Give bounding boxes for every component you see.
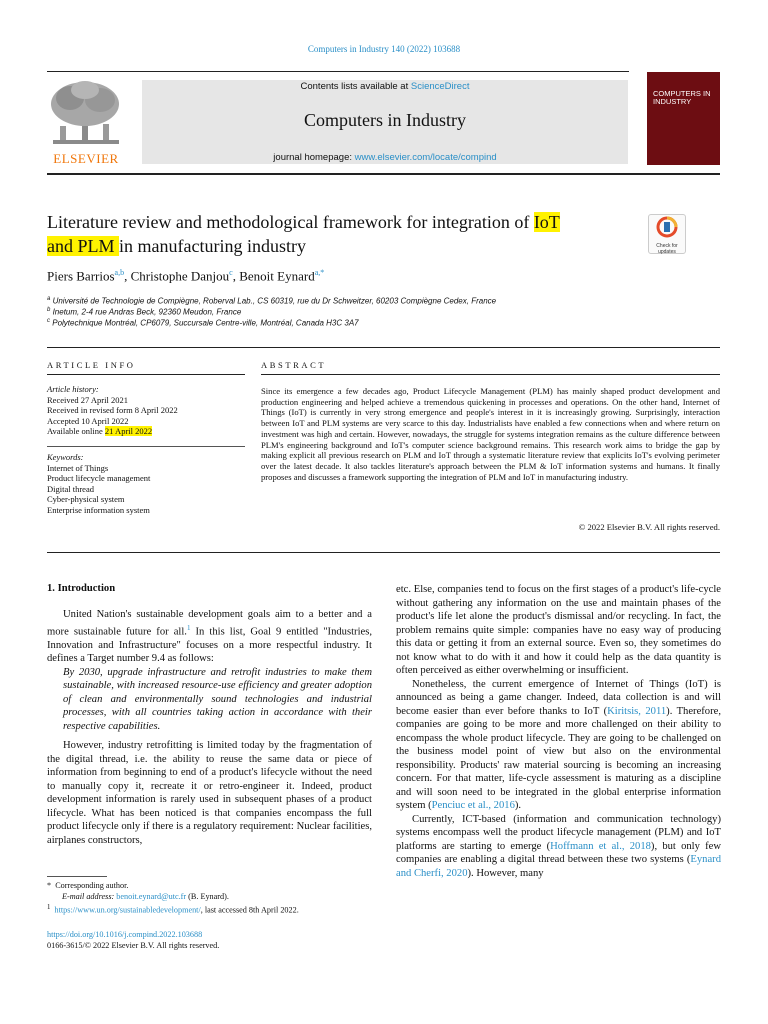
abstract-rule <box>261 374 720 375</box>
abstract-text: Since its emergence a few decades ago, Product Lifecycle Management (PLM) has mainly shaped product development and production engineering and helped achieve a tremendous quickening in processes and operations. On the other hand, Internet of Things (IoT) is currently in very strong emergence and people's interest in it is increasingly growing. Surprisingly, interaction between IoT and PLM systems are very scarce to this day. Industrialists have enabled a few connections when and where return on investment was high and certain. However, nowadays, the struggle for systems integration remains as the culture difference between PLM's engineering background and IoT's computer science background remains. This research work aims to bridge the gap by making explicit all previous research on PLM and IoT through a systematic literature review that explicits IoT's evolving perimeter over the latest decade. It also tackles literature's approach between the PLM & IoT information systems and humans. It finally proposes and discusses a framework supporting the integration of PLM and IoT in manufacturing industry. <box>261 386 720 482</box>
keywords-rule <box>47 446 245 447</box>
footnote-1 <box>47 902 299 916</box>
keyword-item: Product lifecycle management <box>47 473 151 483</box>
issn-line: 0166-3615/© 2022 Elsevier B.V. All rights reserved. <box>47 941 220 950</box>
citation-link[interactable]: Kiritsis, 2011 <box>607 705 667 717</box>
author-sup[interactable]: c <box>229 268 233 277</box>
keyword-item: Internet of Things <box>47 462 109 473</box>
footnote-mark: 1 <box>47 904 51 911</box>
text-run: ). <box>514 800 522 811</box>
affiliation-sup: c <box>47 318 50 324</box>
online-date: 21 April 2022 <box>104 426 153 436</box>
journal-cover-thumbnail[interactable] <box>647 72 720 165</box>
doi-link[interactable]: https://doi.org/10.1016/j.compind.2022.103688 <box>47 930 203 939</box>
body-column-left <box>47 602 372 847</box>
keywords-block <box>47 452 227 515</box>
abstract-heading: ABSTRACT <box>261 360 327 370</box>
journal-homepage-link[interactable]: www.elsevier.com/locate/compind <box>354 152 497 163</box>
article-info-heading: ARTICLE INFO <box>47 360 136 370</box>
header-bottom-rule <box>47 173 720 175</box>
paragraph: However, industry retrofitting is limited today by the fragmentation of the digital thread, i.e. the ability to reuse the same data or piece of information from beginning to end of a product's lifecycle without the need to manually copy it, recreate it or retro-engineer it. Indeed, product development information is rarely used in subsequent phases of a product lifecycle. What has been noticed is that companies encompass the full product lifecycle only if there is a regulatory requirement: Nuclear facilities, airplanes constructors, <box>47 740 372 846</box>
affiliation-text: Inetum, 2-4 rue Andras Beck, 92360 Meudon, France <box>52 307 242 317</box>
footnote-text: , last accessed 8th April 2022. <box>200 905 299 915</box>
keyword-item: Digital thread <box>47 483 94 494</box>
text-run: In this list, Goal 9 entitled "Industries, Innovation and Infrastructure" focuses on a more respectful industry. It defines a Target number 9.4 as follows: <box>47 626 372 665</box>
keywords-label: Keywords: <box>47 452 84 462</box>
author-sup[interactable]: a,* <box>314 268 325 277</box>
author-name[interactable]: Benoit Eynard <box>239 268 315 284</box>
article-title <box>47 210 637 258</box>
author-name[interactable]: Christophe Danjou <box>130 268 230 284</box>
text-run: Nonetheless, the current emergence of Internet of Things (IoT) is announced as being a game changer. Indeed, data collection is and will become easier than ever before thanks to IoT ( <box>396 678 721 717</box>
article-info-rule <box>47 374 245 375</box>
title-highlight-iot: IoT <box>533 212 560 232</box>
affiliation-c <box>47 318 359 328</box>
history-online <box>47 426 227 437</box>
sciencedirect-link[interactable]: ScienceDirect <box>410 81 470 92</box>
footnote-email <box>62 891 229 902</box>
text-run: ). Therefore, companies are going to be more and more challenged on their ability to encompass the whole product lifecycle. They are going to be challenged on the business model point of view but also on the environmental responsibility. Products' raw material sourcing is becoming an increasing concern. For that matter, life-cycle assessment is maturing as a discipline and will soon need to be integrated in the global enterprise information system ( <box>396 705 721 811</box>
keyword-item: Enterprise information system <box>47 504 150 515</box>
homepage-prefix: journal homepage: <box>273 152 352 163</box>
footnote-rule <box>47 876 107 877</box>
paragraph: etc. Else, companies tend to focus on the first stages of a product's life-cycle without gathering any information on the use and maintain phases of the product's life let alone the product's dismissal and/or recycling. In fact, the problem remains quite simple: companies have no easy way of producing this data or getting it from an external source. Even so, they sometimes do not know what to do with it and how it could help as the data quantity is often perceived as either overwhelming or insufficient. <box>396 584 721 676</box>
history-item: Received in revised form 8 April 2022 <box>47 405 178 415</box>
affiliation-text: Polytechnique Montréal, CP6079, Succursale Centre-ville, Montréal, Canada H3C 3A7 <box>52 318 359 328</box>
citation-link[interactable]: Hoffmann et al., 2018 <box>550 840 651 852</box>
contents-line <box>142 81 628 92</box>
text-run: United Nation's sustainable development goals aim to a better and a more sustainable future for all. <box>47 609 372 638</box>
author-separator: , <box>232 268 240 284</box>
section-heading-introduction: 1. Introduction <box>47 583 116 594</box>
cover-title: COMPUTERS IN INDUSTRY <box>653 89 711 106</box>
affiliation-sup: b <box>47 307 51 313</box>
paragraph <box>47 608 372 666</box>
check-for-updates-badge[interactable] <box>648 214 686 254</box>
author-list <box>47 268 324 284</box>
abstract-copyright: © 2022 Elsevier B.V. All rights reserved. <box>578 522 720 532</box>
journal-homepage-line <box>142 152 628 163</box>
email-label: E-mail address: <box>62 892 115 901</box>
footnote-ref-link[interactable]: 1 <box>186 623 191 632</box>
paragraph <box>396 678 721 813</box>
online-prefix: Available online <box>47 426 105 436</box>
author-name[interactable]: Piers Barrios <box>47 268 115 284</box>
title-part1: Literature review and methodological framework for integration of <box>47 212 534 232</box>
email-suffix: (B. Eynard). <box>186 892 229 901</box>
article-history <box>47 384 227 437</box>
history-item: Accepted 10 April 2022 <box>47 415 129 426</box>
text-run: Currently, ICT-based (information and communication technology) systems encompass well the product lifecycle management (PLM) and IoT platforms are starting to emerge ( <box>396 813 721 852</box>
elsevier-wordmark: ELSEVIER <box>53 151 119 166</box>
contents-prefix: Contents lists available at <box>300 81 409 92</box>
author-sup[interactable]: a,b <box>114 268 125 277</box>
affiliation-b <box>47 307 241 317</box>
citation-link[interactable]: Penciuc et al., 2016 <box>431 800 515 811</box>
keyword-item: Cyber-physical system <box>47 494 125 504</box>
check-for-updates-icon <box>649 215 685 239</box>
footnote-url-link[interactable]: https://www.un.org/sustainabledevelopment/ <box>54 905 201 915</box>
header-top-rule <box>47 71 629 72</box>
history-label: Article history: <box>47 384 99 394</box>
section-rule <box>47 347 720 348</box>
footnote-corresponding <box>47 880 128 891</box>
author-separator: , <box>124 268 131 284</box>
citation-link[interactable]: Eynard and Cherfi, 2020 <box>396 854 721 879</box>
text-run: ). However, many <box>467 867 544 879</box>
affiliation-a <box>47 296 496 306</box>
body-column-right <box>396 583 721 880</box>
block-quote: By 2030, upgrade infrastructure and retrofit industries to make them sustainable, with increased resource-use efficiency and greater adoption of clean and environmentally sound technologies and industrial processes, with all countries taking action in accordance with their respective capabilities. <box>63 666 372 732</box>
check-for-updates-label: Check for updates <box>656 243 678 255</box>
footnote-mark: * <box>47 881 52 890</box>
affiliation-text: Université de Technologie de Compiègne, Roberval Lab., CS 60319, rue du Dr Schweitzer, 60203 Compiègne Cedex, France <box>52 296 497 306</box>
title-highlight-plm: and PLM <box>47 236 119 256</box>
footnote-text: Corresponding author. <box>55 881 129 890</box>
text-run: ), but only few companies are enabling a digital thread between these two systems ( <box>396 840 721 865</box>
journal-name: Computers in Industry <box>304 110 466 130</box>
affiliation-sup: a <box>47 296 51 302</box>
history-item: Received 27 April 2021 <box>47 394 128 405</box>
title-part2: in manufacturing industry <box>119 236 306 256</box>
journal-reference-link[interactable]: Computers in Industry 140 (2022) 103688 <box>307 44 461 54</box>
email-link[interactable]: benoit.eynard@utc.fr <box>116 892 187 901</box>
paragraph <box>396 813 721 881</box>
body-top-rule <box>47 552 720 553</box>
